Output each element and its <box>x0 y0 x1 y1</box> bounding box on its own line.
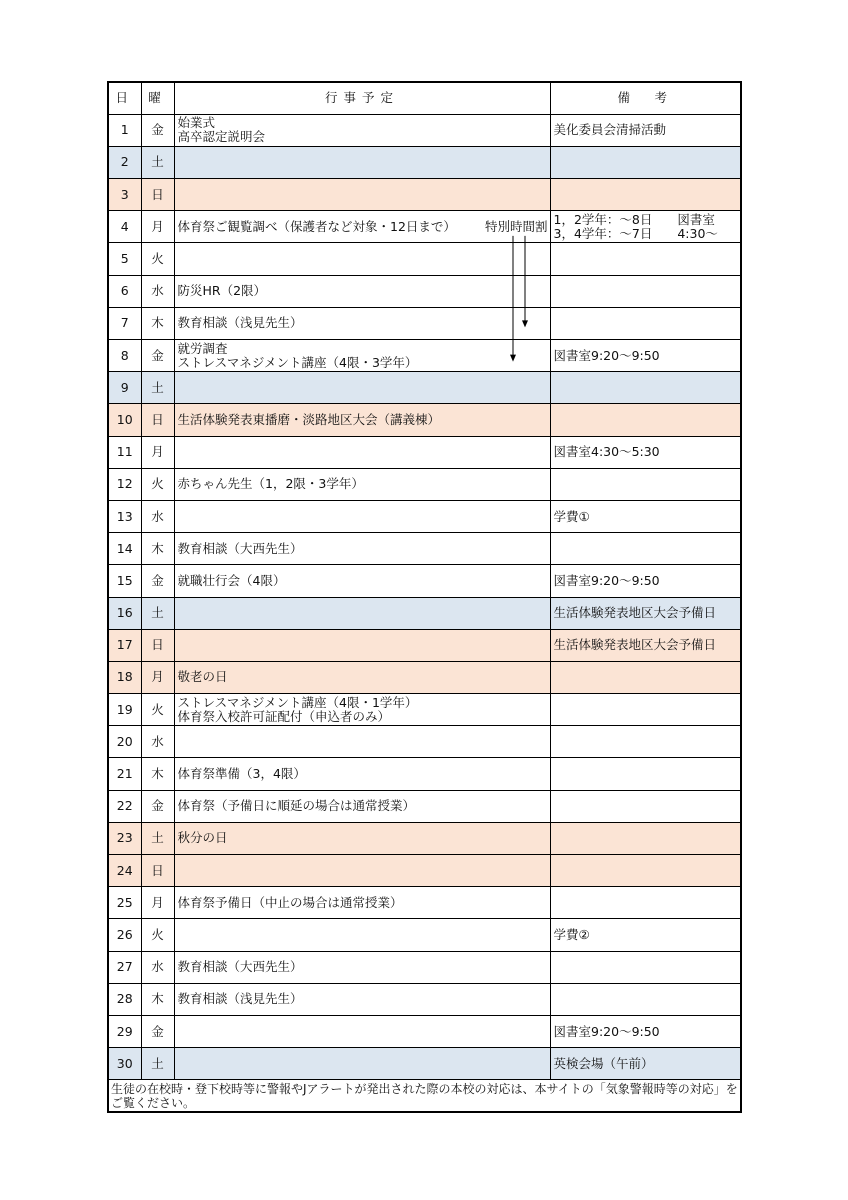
table-row <box>108 694 741 726</box>
weekday-cell: 水 <box>141 951 174 983</box>
weekday-cell: 水 <box>141 500 174 532</box>
events-cell <box>174 307 550 339</box>
notes-cell <box>550 661 741 693</box>
special-schedule-label: 特別時間割 <box>484 218 548 234</box>
footer-note: 生徒の在校時・登下校時等に警報やJアラートが発出された際の本校の対応は、本サイトの「気象警報時等の対応」をご覧ください。 <box>108 1080 741 1112</box>
header-events: 行事予定 <box>174 82 550 114</box>
day-cell: 30 <box>108 1048 141 1080</box>
note-line: 生活体験発表地区大会予備日 <box>553 637 717 653</box>
day-cell: 6 <box>108 275 141 307</box>
notes-cell <box>550 179 741 211</box>
events-cell <box>174 629 550 661</box>
header-notes: 備 考 <box>550 82 741 114</box>
notes-cell <box>550 887 741 919</box>
events-cell <box>174 855 550 887</box>
event-line: 始業式 <box>177 115 216 131</box>
day-cell: 4 <box>108 211 141 243</box>
events-cell <box>174 887 550 919</box>
events-cell <box>174 436 550 468</box>
weekday-cell: 火 <box>141 919 174 951</box>
weekday-cell: 火 <box>141 468 174 500</box>
day-cell: 21 <box>108 758 141 790</box>
notes-cell <box>550 790 741 822</box>
note-line: 3，4学年：～7日 4:30～ <box>553 225 718 241</box>
event-line: 就職壮行会（4限） <box>177 572 286 588</box>
events-cell <box>174 533 550 565</box>
day-cell: 17 <box>108 629 141 661</box>
notes-cell <box>550 146 741 178</box>
events-cell <box>174 1048 550 1080</box>
event-line: 体育祭（予備日に順延の場合は通常授業） <box>177 798 416 814</box>
day-cell: 20 <box>108 726 141 758</box>
notes-cell <box>550 694 741 726</box>
weekday-cell: 日 <box>141 179 174 211</box>
event-line: 赤ちゃん先生（1，2限・3学年） <box>177 476 364 492</box>
weekday-cell: 日 <box>141 629 174 661</box>
table-row <box>108 758 741 790</box>
day-cell: 7 <box>108 307 141 339</box>
table-row <box>108 983 741 1015</box>
table-row <box>108 726 741 758</box>
schedule-sheet <box>107 81 740 1113</box>
weekday-cell: 日 <box>141 404 174 436</box>
event-line: 体育祭予備日（中止の場合は通常授業） <box>177 894 403 910</box>
events-cell <box>174 211 550 243</box>
notes-cell <box>550 951 741 983</box>
table-row <box>108 887 741 919</box>
events-cell <box>174 243 550 275</box>
notes-cell <box>550 243 741 275</box>
notes-cell <box>550 983 741 1015</box>
events-cell <box>174 275 550 307</box>
weekday-cell: 木 <box>141 307 174 339</box>
events-cell <box>174 404 550 436</box>
events-cell <box>174 694 550 726</box>
table-row <box>108 500 741 532</box>
weekday-cell: 土 <box>141 1048 174 1080</box>
weekday-cell: 土 <box>141 597 174 629</box>
weekday-cell: 金 <box>141 790 174 822</box>
event-line: 教育相談（大西先生） <box>177 540 303 556</box>
event-line: 体育祭入校許可証配付（申込者のみ） <box>177 708 391 724</box>
events-cell <box>174 372 550 404</box>
notes-cell <box>550 533 741 565</box>
table-row <box>108 468 741 500</box>
table-row <box>108 436 741 468</box>
weekday-cell: 月 <box>141 661 174 693</box>
note-line: 図書室9:20～9:50 <box>553 572 660 588</box>
table-row <box>108 307 741 339</box>
events-cell <box>174 565 550 597</box>
table-row <box>108 951 741 983</box>
note-line: 美化委員会清掃活動 <box>553 122 667 138</box>
notes-cell <box>550 919 741 951</box>
day-cell: 19 <box>108 694 141 726</box>
day-cell: 13 <box>108 500 141 532</box>
table-row <box>108 790 741 822</box>
weekday-cell: 金 <box>141 340 174 372</box>
note-line: 英検会場（午前） <box>553 1055 654 1071</box>
header-row <box>108 82 741 114</box>
notes-cell <box>550 597 741 629</box>
events-cell <box>174 983 550 1015</box>
day-cell: 12 <box>108 468 141 500</box>
weekday-cell: 金 <box>141 114 174 146</box>
table-row <box>108 533 741 565</box>
table-row <box>108 597 741 629</box>
events-cell <box>174 340 550 372</box>
table-row <box>108 919 741 951</box>
event-line: 秋分の日 <box>177 830 228 846</box>
day-cell: 14 <box>108 533 141 565</box>
weekday-cell: 金 <box>141 1015 174 1047</box>
table-row <box>108 179 741 211</box>
notes-cell <box>550 372 741 404</box>
event-line: 体育祭ご観覧調べ（保護者など対象・12日まで） <box>177 218 456 234</box>
weekday-cell: 木 <box>141 758 174 790</box>
note-line: 図書室4:30～5:30 <box>553 444 660 460</box>
notes-cell <box>550 855 741 887</box>
day-cell: 3 <box>108 179 141 211</box>
events-cell <box>174 661 550 693</box>
table-row <box>108 211 741 243</box>
day-cell: 15 <box>108 565 141 597</box>
weekday-cell: 月 <box>141 211 174 243</box>
events-cell <box>174 179 550 211</box>
weekday-cell: 月 <box>141 887 174 919</box>
table-row <box>108 275 741 307</box>
table-row <box>108 1015 741 1047</box>
notes-cell <box>550 1048 741 1080</box>
table-row <box>108 372 741 404</box>
weekday-cell: 水 <box>141 726 174 758</box>
notes-cell <box>550 726 741 758</box>
events-cell <box>174 758 550 790</box>
events-cell <box>174 951 550 983</box>
events-cell <box>174 468 550 500</box>
note-line: 学費① <box>553 508 590 524</box>
event-line: 教育相談（浅見先生） <box>177 315 303 331</box>
day-cell: 23 <box>108 822 141 854</box>
weekday-cell: 月 <box>141 436 174 468</box>
day-cell: 28 <box>108 983 141 1015</box>
events-cell <box>174 1015 550 1047</box>
notes-cell <box>550 758 741 790</box>
weekday-cell: 火 <box>141 694 174 726</box>
notes-cell <box>550 275 741 307</box>
notes-cell <box>550 211 741 243</box>
day-cell: 22 <box>108 790 141 822</box>
day-cell: 9 <box>108 372 141 404</box>
table-row <box>108 661 741 693</box>
notes-cell <box>550 1015 741 1047</box>
day-cell: 26 <box>108 919 141 951</box>
table-row <box>108 404 741 436</box>
weekday-cell: 木 <box>141 983 174 1015</box>
header-weekday: 曜 <box>141 82 174 114</box>
table-row <box>108 565 741 597</box>
event-line: 体育祭準備（3，4限） <box>177 766 306 782</box>
table-row <box>108 822 741 854</box>
weekday-cell: 木 <box>141 533 174 565</box>
note-line: 1，2学年：～8日 図書室 <box>553 211 715 227</box>
day-cell: 25 <box>108 887 141 919</box>
table-row <box>108 855 741 887</box>
weekday-cell: 金 <box>141 565 174 597</box>
day-cell: 16 <box>108 597 141 629</box>
notes-cell <box>550 436 741 468</box>
weekday-cell: 水 <box>141 275 174 307</box>
event-line: 生活体験発表東播磨・淡路地区大会（講義棟） <box>177 411 441 427</box>
notes-cell <box>550 114 741 146</box>
notes-cell <box>550 822 741 854</box>
weekday-cell: 土 <box>141 372 174 404</box>
notes-cell <box>550 565 741 597</box>
day-cell: 24 <box>108 855 141 887</box>
event-line: ストレスマネジメント講座（4限・3学年） <box>177 354 418 370</box>
events-cell <box>174 726 550 758</box>
event-line: 高卒認定説明会 <box>177 129 266 145</box>
day-cell: 10 <box>108 404 141 436</box>
events-cell <box>174 146 550 178</box>
notes-cell <box>550 629 741 661</box>
weekday-cell: 土 <box>141 146 174 178</box>
day-cell: 29 <box>108 1015 141 1047</box>
day-cell: 1 <box>108 114 141 146</box>
event-line: 防災HR（2限） <box>177 283 267 299</box>
notes-cell <box>550 340 741 372</box>
day-cell: 27 <box>108 951 141 983</box>
table-row <box>108 243 741 275</box>
event-line: 就労調査 <box>177 340 228 356</box>
footer-row <box>108 1080 741 1112</box>
events-cell <box>174 790 550 822</box>
weekday-cell: 日 <box>141 855 174 887</box>
schedule-table <box>107 81 742 1113</box>
event-line: 教育相談（浅見先生） <box>177 991 303 1007</box>
event-line: ストレスマネジメント講座（4限・1学年） <box>177 694 418 710</box>
events-cell <box>174 919 550 951</box>
table-row <box>108 629 741 661</box>
table-row <box>108 1048 741 1080</box>
events-cell <box>174 114 550 146</box>
notes-cell <box>550 468 741 500</box>
event-line: 敬老の日 <box>177 669 228 685</box>
events-cell <box>174 597 550 629</box>
notes-cell <box>550 307 741 339</box>
table-row <box>108 146 741 178</box>
day-cell: 11 <box>108 436 141 468</box>
events-cell <box>174 822 550 854</box>
table-row <box>108 114 741 146</box>
table-row <box>108 340 741 372</box>
weekday-cell: 土 <box>141 822 174 854</box>
events-cell <box>174 500 550 532</box>
day-cell: 18 <box>108 661 141 693</box>
notes-cell <box>550 500 741 532</box>
weekday-cell: 火 <box>141 243 174 275</box>
notes-cell <box>550 404 741 436</box>
day-cell: 5 <box>108 243 141 275</box>
note-line: 学費② <box>553 926 590 942</box>
note-line: 生活体験発表地区大会予備日 <box>553 605 717 621</box>
header-day: 日 <box>108 82 141 114</box>
day-cell: 2 <box>108 146 141 178</box>
note-line: 図書室9:20～9:50 <box>553 347 660 363</box>
event-line: 教育相談（大西先生） <box>177 959 303 975</box>
day-cell: 8 <box>108 340 141 372</box>
note-line: 図書室9:20～9:50 <box>553 1023 660 1039</box>
